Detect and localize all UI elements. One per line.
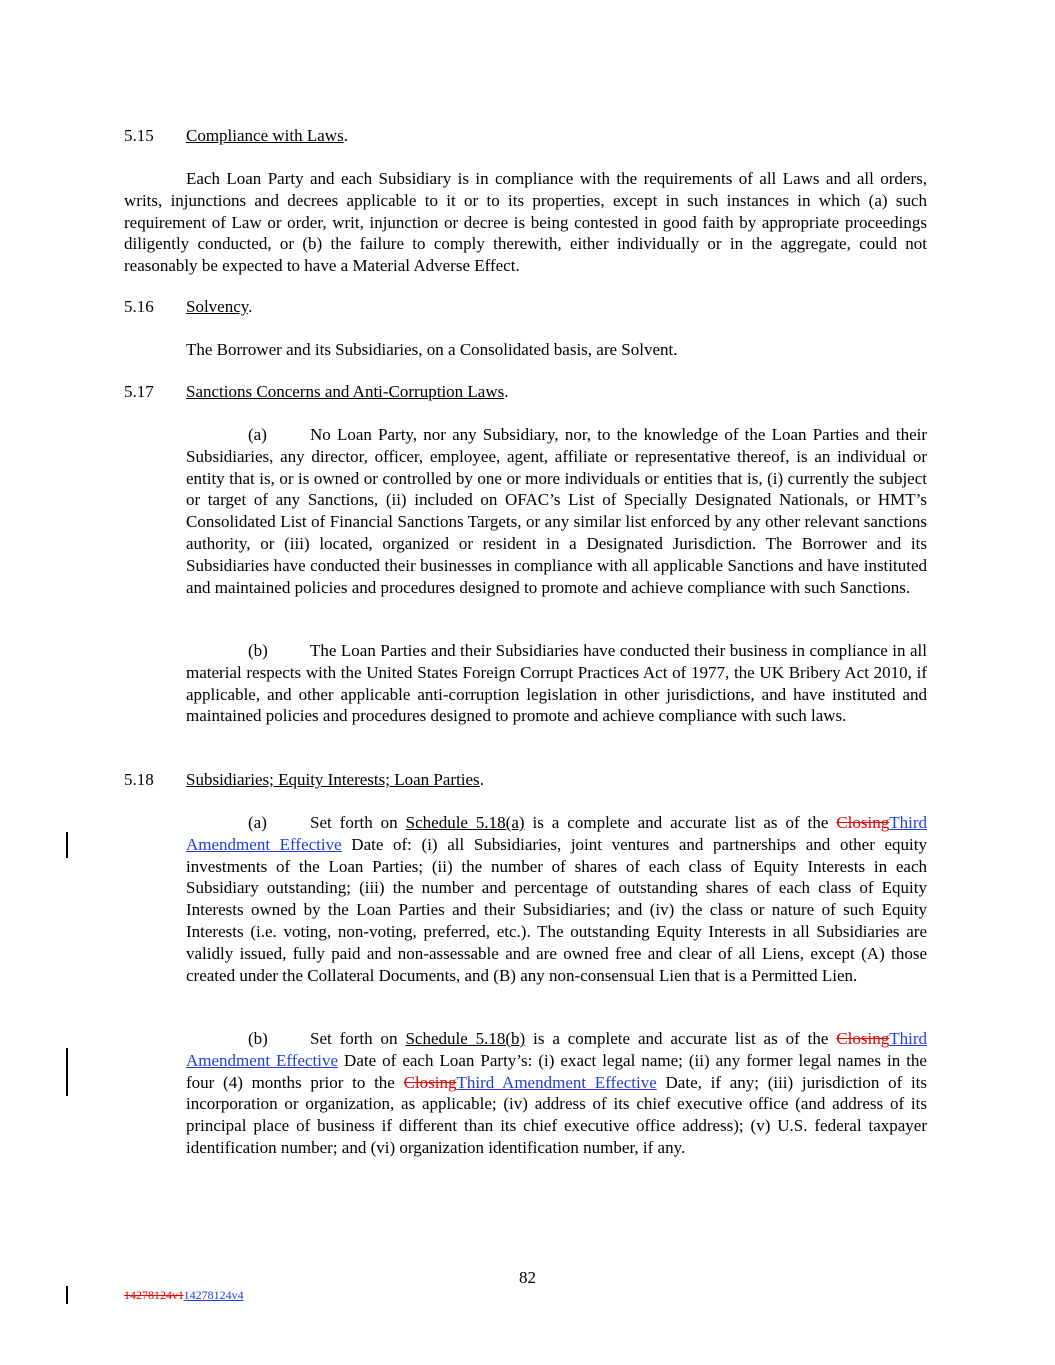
section-number: 5.16 <box>124 297 154 316</box>
deleted-text: Closing <box>836 1029 890 1048</box>
section-number: 5.17 <box>124 382 154 401</box>
page-number: 82 <box>519 1268 536 1287</box>
deleted-doc-id: 14278124v1 <box>124 1288 184 1302</box>
inserted-text: Third Amendment Effective <box>186 813 928 854</box>
section-number: 5.18 <box>124 770 154 789</box>
deleted-text: Closing <box>403 1072 457 1092</box>
inserted-doc-id: 14278124v4 <box>183 1288 244 1302</box>
section-number: 5.15 <box>124 126 154 145</box>
change-bar <box>66 1048 68 1096</box>
section-title: Subsidiaries; Equity Interests; Loan Parties <box>186 770 480 789</box>
clause-label: (b) <box>248 641 268 660</box>
change-bar <box>66 1286 68 1304</box>
section-title: Solvency <box>186 297 249 316</box>
inserted-text: Third Amendment Effective <box>456 1072 657 1092</box>
paragraph-5-18-a: (a) Set forth on Schedule 5.18(a) is a complete and accurate list as of the ClosingThird Amendment Effective Date of: (i) all Subsidiaries, joint ventures and partnerships and other equity investments of the Loan Parties; (ii) the number of shares of each class of Equity Interests in each Subsidiary outstanding; (iii) the number and percentage of outstanding shares of each class of Equity Interests owned by the Loan Parties and their Subsidiaries; and (iv) the class or nature of such Equity Interests (i.e. voting, non-voting, preferred, etc.). The outstanding Equity Interests in all Subsidiaries are validly issued, fully paid and non-assessable and are owned free and clear of all Liens, except (A) those created under the Collateral Documents, and (B) any non-consensual Lien that is a Permitted Lien. <box>186 813 928 985</box>
change-bar <box>66 832 68 858</box>
section-title: Sanctions Concerns and Anti-Corruption Laws <box>186 382 505 401</box>
paragraph-5-17-a: (a) No Loan Party, nor any Subsidiary, nor, to the knowledge of the Loan Parties and their Subsidiaries, any director, officer, employee, agent, affiliate or representative thereof, is an individual or entity that is, or is owned or controlled by one or more individuals or entities that is, (i) currently the subject or target of any Sanctions, (ii) included on OFAC’s List of Specially Designated Nationals, or HMT’s Consolidated List of Financial Sanctions Targets, or any similar list enforced by any other relevant sanctions authority, or (iii) located, organized or resident in a Designated Jurisdiction. The Borrower and its Subsidiaries have conducted their businesses in compliance with all applicable Sanctions and have instituted and maintained policies and procedures designed to promote and achieve compliance with such Sanctions. <box>186 425 927 597</box>
inserted-text: Third Amendment Effective <box>186 1029 927 1070</box>
schedule-reference: Schedule 5.18(a) <box>405 813 525 832</box>
document-page: 5.15 Compliance with Laws. Each Loan Party and each Subsidiary is in compliance with the requirements of all Laws and all orders, writs, injunctions and decrees applicable to it or to its properties, except in such instances in which (a) such requirement of Law or order, writ, injunction or decree is being contested in good faith by appropriate proceedings diligently conducted, or (b) the failure to comply therewith, either individually or in the aggregate, could not reasonably be expected to have a Material Adverse Effect. 5.16 Solvency. The Borrower and its Subsidiaries, on a Consolidated basis, are Solvent. 5.17 Sanctions Concerns and Anti-Corruption Laws. (a) No Loan Party, nor any Subsidiary, nor, to the knowledge of the Loan Parties and their Subsidiaries, any director, officer, employee, agent, affiliate or representative thereof, is an individual or entity that is, or is owned or controlled by one or more individuals or entities that is, (i) currently the subject or target of any Sanctions, (ii) included on OFAC’s List of Specially Designated Nationals, or HMT’s Consolidated List of Financial Sanctions Targets, or any similar list enforced by any other relevant sanctions authority, or (iii) located, organized or resident in a Designated Jurisdiction. The Borrower and its Subsidiaries have conducted their businesses in compliance with all applicable Sanctions and have instituted and maintained policies and procedures designed to promote and achieve compliance with such Sanctions. (b) The Loan Parties and their Subsidiaries have conducted their business in compliance in all material respects with the United States Foreign Corrupt Practices Act of 1977, the UK Bribery Act 2010, if applicable, and other applicable anti-corruption legislation in other jurisdictions, and have instituted and maintained policies and procedures designed to promote and achieve compliance with such laws. 5.18 Subsidiaries; Equity Interests; Loan Parties. (a) Set forth on Schedule 5.18(a) is a complete and accurate list as of the ClosingThird Amendment Effective Date of: (i) all Subsidiaries, joint ventures and partnerships and other equity investments of the Loan Parties; (ii) the number of shares of each class of Equity Interests in each Subsidiary outstanding; (iii) the number and percentage of outstanding shares of each class of Equity Interests owned by the Loan Parties and their Subsidiaries; and (iv) the class or nature of such Equity Interests (i.e. voting, non-voting, preferred, etc.). The outstanding Equity Interests in all Subsidiaries are validly issued, fully paid and non-assessable and are owned free and clear of all Liens, except (A) those created under the Collateral Documents, and (B) any non-consensual Lien that is a Permitted Lien. (b) Set forth on Schedule 5.18(b) is a complete and accurate list as of the ClosingThird Amendment Effective Date of each Loan Party’s: (i) exact legal name; (ii) any former legal names in the four (4) months prior to the ClosingThird Amendment Effective Date, if any; (iii) jurisdiction of its incorporation or organization, as applicable; (iv) address of its chief executive office (and address of its principal place of business if different than its chief executive office address); (v) U.S. federal taxpayer identification number; and (vi) organization identification number, if any. 82 14278124v114278124v4 <box>0 0 1055 1365</box>
deleted-text: Closing <box>836 813 890 832</box>
section-title: Compliance with Laws <box>186 126 344 145</box>
schedule-reference: Schedule 5.18(b) <box>405 1029 526 1048</box>
paragraph-5-18-b: (b) Set forth on Schedule 5.18(b) is a complete and accurate list as of the ClosingThird Amendment Effective Date of each Loan Party’s: (i) exact legal name; (ii) any former legal names in the four (4) months prior to the ClosingThird Amendment Effective Date, if any; (iii) jurisdiction of its incorporation or organization, as applicable; (iv) address of its chief executive office (and address of its principal place of business if different than its chief executive office address); (v) U.S. federal taxpayer identification number; and (vi) organization identification number, if any. <box>186 1029 928 1157</box>
clause-label: (a) <box>248 813 267 832</box>
paragraph-5-15: Each Loan Party and each Subsidiary is in compliance with the requirements of all Laws and all orders, writs, injunctions and decrees applicable to it or to its properties, except in such instances in which (a) such requirement of Law or order, writ, injunction or decree is being contested in good faith by appropriate proceedings diligently conducted, or (b) the failure to comply therewith, either individually or in the aggregate, could not reasonably be expected to have a Material Adverse Effect. <box>124 169 927 276</box>
clause-label: (a) <box>248 425 267 444</box>
paragraph-5-17-b: (b) The Loan Parties and their Subsidiaries have conducted their business in compliance in all material respects with the United States Foreign Corrupt Practices Act of 1977, the UK Bribery Act 2010, if applicable, and other applicable anti-corruption legislation in other jurisdictions, and have instituted and maintained policies and procedures designed to promote and achieve compliance with such laws. <box>186 641 927 726</box>
paragraph-5-16: The Borrower and its Subsidiaries, on a Consolidated basis, are Solvent. <box>186 340 678 359</box>
document-id-footer <box>124 1287 244 1303</box>
clause-label: (b) <box>248 1029 268 1048</box>
